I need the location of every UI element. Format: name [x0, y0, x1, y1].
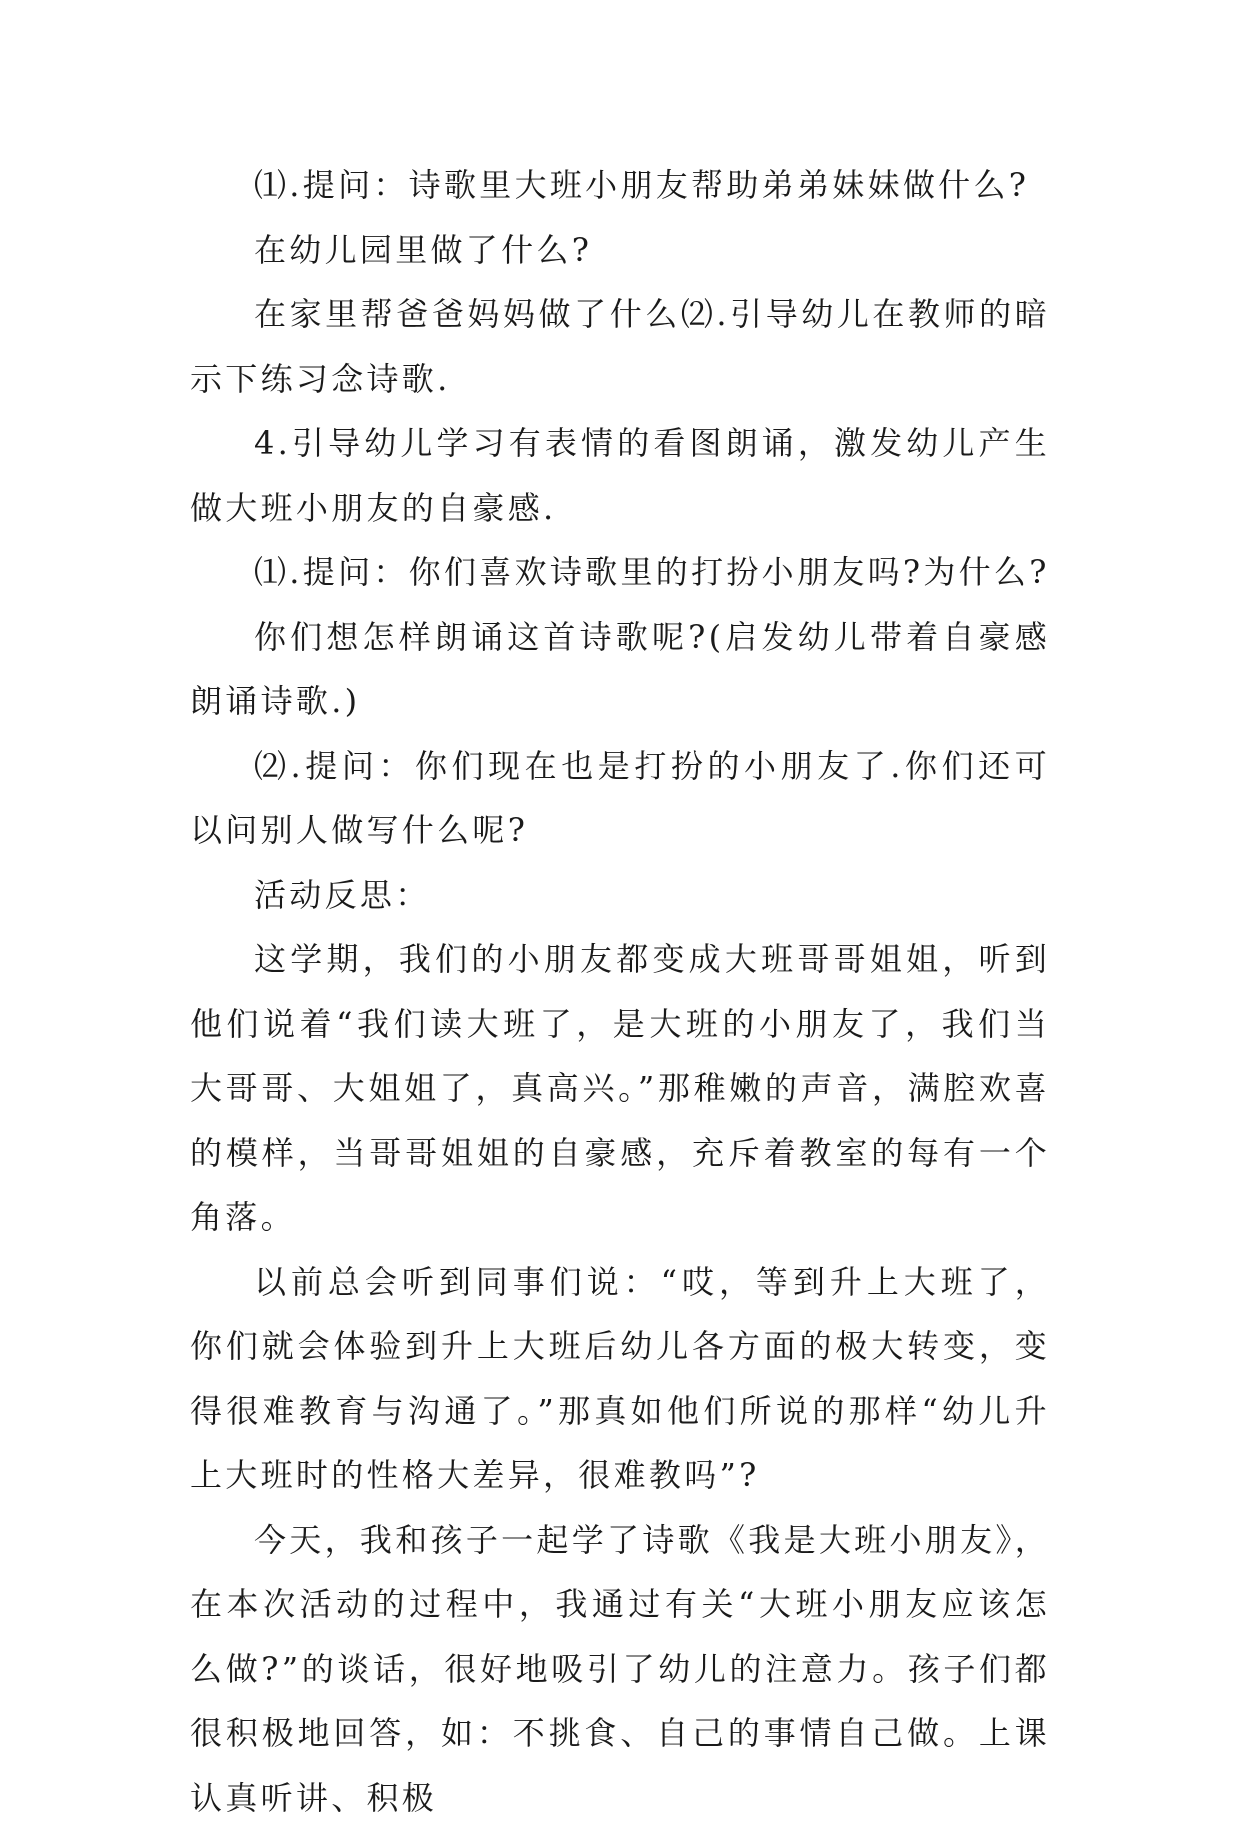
paragraph-6: 你们想怎样朗诵这首诗歌呢?(启发幼儿带着自豪感朗诵诗歌.) [190, 605, 1050, 734]
paragraph-7: ⑵.提问：你们现在也是打扮的小朋友了.你们还可以问别人做写什么呢? [190, 734, 1050, 863]
paragraph-2: 在幼儿园里做了什么? [190, 218, 1050, 283]
paragraph-5: ⑴.提问：你们喜欢诗歌里的打扮小朋友吗?为什么? [190, 540, 1050, 605]
paragraph-8: 活动反思： [190, 863, 1050, 928]
document-body [190, 153, 1050, 1830]
paragraph-1: ⑴.提问：诗歌里大班小朋友帮助弟弟妹妹做什么? [190, 153, 1050, 218]
paragraph-9: 这学期，我们的小朋友都变成大班哥哥姐姐，听到他们说着“我们读大班了，是大班的小朋友了，我们当大哥哥、大姐姐了，真高兴。”那稚嫩的声音，满腔欢喜的模样，当哥哥姐姐的自豪感，充斥着教室的每有一个角落。 [190, 927, 1050, 1250]
paragraph-3: 在家里帮爸爸妈妈做了什么⑵.引导幼儿在教师的暗示下练习念诗歌. [190, 282, 1050, 411]
paragraph-4: 4.引导幼儿学习有表情的看图朗诵，激发幼儿产生做大班小朋友的自豪感. [190, 411, 1050, 540]
paragraph-11: 今天，我和孩子一起学了诗歌《我是大班小朋友》，在本次活动的过程中，我通过有关“大班小朋友应该怎么做?”的谈话，很好地吸引了幼儿的注意力。孩子们都很积极地回答，如：不挑食、自己的事情自己做。上课认真听讲、积极 [190, 1508, 1050, 1830]
paragraph-10: 以前总会听到同事们说：“哎，等到升上大班了，你们就会体验到升上大班后幼儿各方面的极大转变，变得很难教育与沟通了。”那真如他们所说的那样“幼儿升上大班时的性格大差异，很难教吗”? [190, 1250, 1050, 1508]
